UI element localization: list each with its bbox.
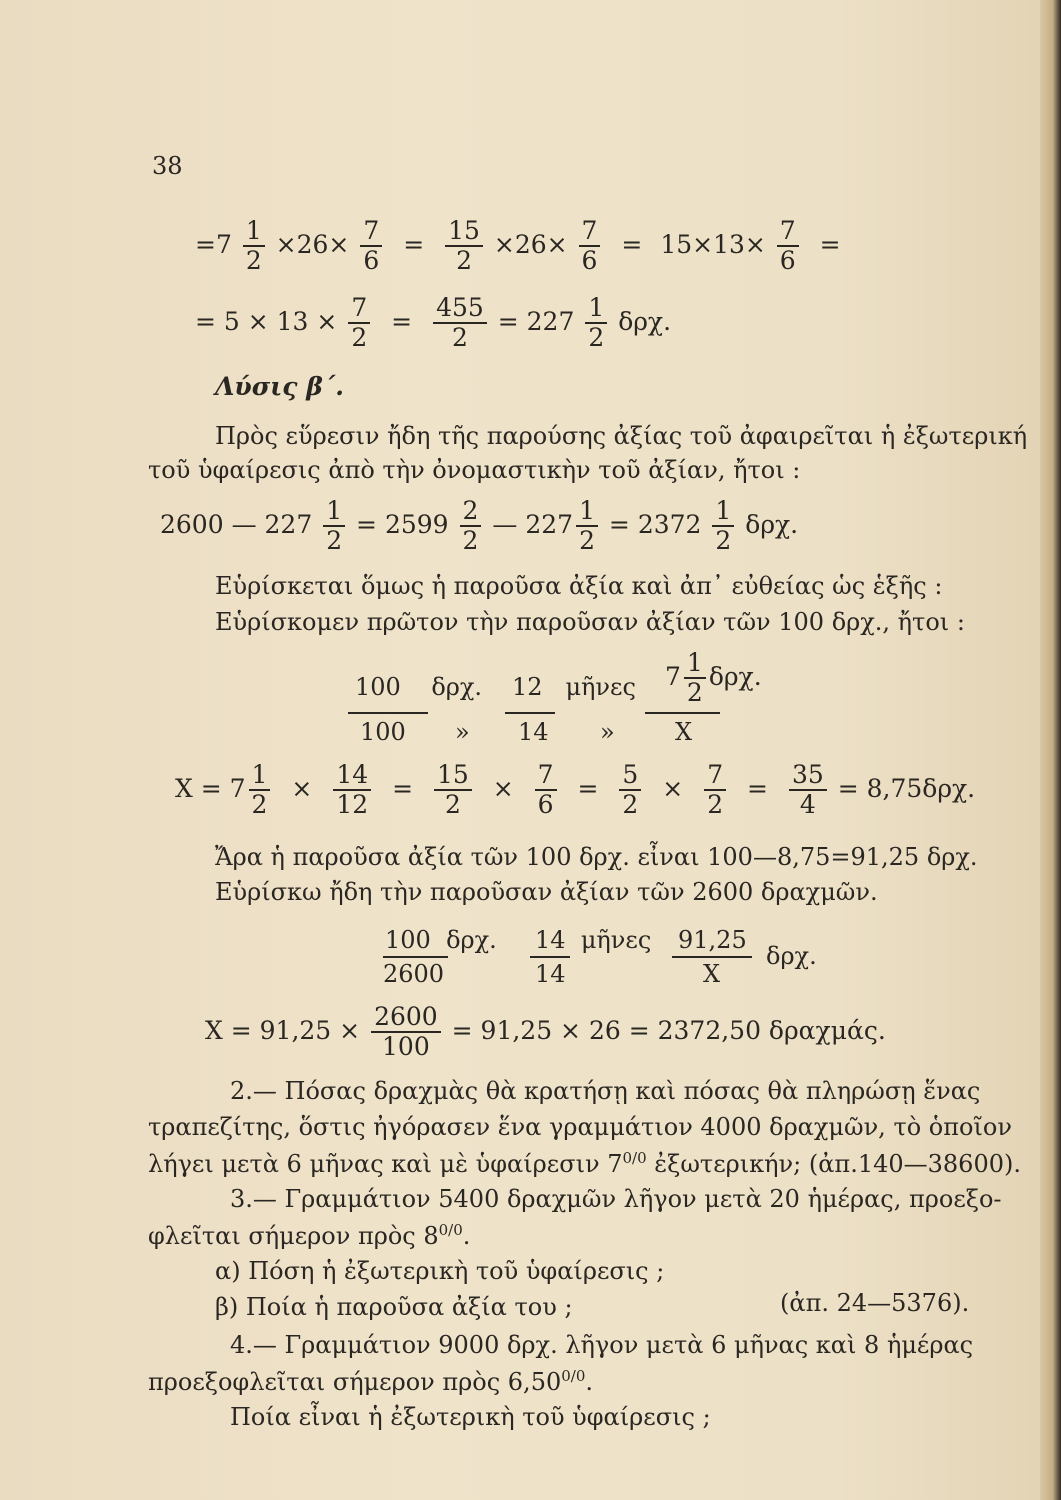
fraction: $\frac{7}{6}$ (579, 218, 601, 275)
equals: = (403, 229, 425, 259)
calc1-line1 (195, 218, 851, 275)
fraction: $\frac{2600}{100}$ (371, 1004, 441, 1061)
calc3-line: X = 7 $\frac{1}{2}$ × $\frac{14}{12}$ = $\frac{15}{2}$ × $\frac{7}{6}$ = $\frac{5}{2}$ × $\frac{7}{2}$ = $\frac{35}{4}$ = 8,75δρχ. (175, 760, 976, 820)
calc1-l2-start: = 5 × 13 × (195, 306, 338, 336)
fraction: $\frac{1}{2}$ (243, 218, 265, 275)
calc1-line2 (195, 295, 671, 352)
calc3-start: X = 7 (175, 773, 246, 803)
exercise2-line3: λήγει μετὰ 6 μῆνας καὶ μὲ ὑφαίρεσιν $7^{0/0}$ ἐξωτερικήν; (ἀπ.140—38600). (148, 1149, 1021, 1178)
exercise4-line3: Ποία εἶναι ἡ ἐξωτερικὴ τοῦ ὑφαίρεσις ; (230, 1403, 711, 1431)
page-number: 38 (152, 152, 183, 180)
calc1-l1-mid3: 15×13× (660, 229, 766, 259)
equals: = (819, 229, 841, 259)
prop2-row1-b: 14 μῆνες (535, 926, 652, 954)
prop2-row2-c: X (703, 960, 721, 988)
exercise4-line1: 4.— Γραμμάτιον 9000 δρχ. λῆγον μετὰ 6 μῆνας καὶ 8 ἡμέρας (230, 1331, 974, 1359)
fraction: $\frac{15}{2}$ (445, 218, 483, 275)
prop2-rule3 (672, 956, 752, 958)
prop1-col3: 7 $\frac{1}{2}$ δρχ. (665, 648, 762, 708)
calc2-b: = 2599 (356, 509, 449, 539)
fraction: $\frac{7}{6}$ (777, 218, 799, 275)
exercise3-line2: φλεῖται σήμερον πρὸς $8^{0/0}$. (148, 1221, 471, 1250)
section-heading: Λύσις β΄. (215, 372, 345, 401)
prop1-col1: 100 δρχ. (355, 673, 483, 701)
unit-label: δρχ. (618, 306, 672, 336)
calc1-l1-start: =7 (195, 229, 232, 259)
fraction: $\frac{1}{2}$ (249, 762, 271, 819)
prop2-unit: δρχ. (766, 942, 817, 970)
calc4-start: X = 91,25 × (205, 1015, 361, 1045)
fraction: $\frac{1}{2}$ (585, 295, 607, 352)
calc2-a: 2600 — 227 (160, 509, 313, 539)
calc1-l1-mid2: ×26× (493, 229, 568, 259)
prop2-rule2 (530, 956, 570, 958)
prop2-row1-c: 91,25 (678, 926, 747, 954)
exercise2-line2: τραπεζίτης, ὅστις ἠγόρασεν ἕνα γραμμάτιον 4000 δραχμῶν, τὸ ὁποῖον (148, 1113, 1012, 1141)
prop2-row2-a: 2600 (383, 960, 445, 988)
calc2-d: = 2372 (608, 509, 702, 539)
prop1-row2-d: » (600, 718, 615, 746)
exercise3-b: β) Ποία ἡ παροῦσα ἀξία του ; (215, 1293, 573, 1321)
fraction: $\frac{35}{4}$ (789, 762, 827, 819)
fraction: $\frac{1}{2}$ (323, 498, 345, 555)
prop1-row2-b: » (455, 718, 470, 746)
exercise3-answer: (ἀπ. 24—5376). (780, 1289, 970, 1317)
fraction: $\frac{2}{2}$ (460, 498, 482, 555)
prop1-rule2 (505, 712, 555, 714)
fraction: $\frac{1}{2}$ (712, 498, 734, 555)
calc1-l1-mid1: ×26× (275, 229, 350, 259)
exercise4-line2: προεξοφλεῖται σήμερον πρὸς $6,50^{0/0}$. (148, 1367, 594, 1396)
prop1-rule1 (348, 712, 428, 714)
para1-line1: Πρὸς εὕρεσιν ἤδη τῆς παρούσης ἀξίας τοῦ ἀφαιρεῖται ἡ ἐξωτερική (215, 422, 1028, 450)
prop1-row2-a: 100 (360, 718, 406, 746)
fraction: $\frac{7}{2}$ (704, 762, 726, 819)
para2-line1: Εὑρίσκεται ὅμως ἡ παροῦσα ἀξία καὶ ἀπ᾿ εὐθείας ὡς ἑξῆς : (215, 572, 943, 600)
page-edge (1040, 0, 1061, 1500)
fraction: $\frac{15}{2}$ (434, 762, 472, 819)
exercise3-line1: 3.— Γραμμάτιον 5400 δραχμῶν λῆγον μετὰ 20 ἡμέρας, προεξο- (230, 1185, 1002, 1213)
fraction: $\frac{7}{2}$ (348, 295, 370, 352)
calc2-c: — 227 (492, 509, 574, 539)
calc1-l2-eq2: = 227 (497, 306, 575, 336)
exercise2-line1: 2.— Πόσας δραχμὰς θὰ κρατήσῃ καὶ πόσας θὰ πληρώσῃ ἕνας (230, 1077, 981, 1105)
fraction: $\frac{7}{6}$ (535, 762, 557, 819)
prop1-rule3 (645, 712, 720, 714)
fraction: $\frac{1}{2}$ (684, 650, 706, 707)
calc3-result: = 8,75δρχ. (837, 773, 976, 803)
calc4-rest: = 91,25 × 26 = 2372,50 δραχμάς. (451, 1015, 886, 1045)
fraction: $\frac{5}{2}$ (619, 762, 641, 819)
prop2-row2-b: 14 (535, 960, 566, 988)
fraction: $\frac{7}{6}$ (360, 218, 382, 275)
fraction: $\frac{455}{2}$ (433, 295, 487, 352)
para3-line2: Εὑρίσκω ἤδη τὴν παροῦσαν ἀξίαν τῶν 2600 δραχμῶν. (215, 878, 878, 906)
prop2-row1-a: 100 δρχ. (385, 926, 497, 954)
para1-line2: τοῦ ὑφαίρεσις ἀπὸ τὴν ὀνομαστικὴν τοῦ ἀξίαν, ἤτοι : (148, 456, 801, 484)
prop1-row2-c: 14 (518, 718, 549, 746)
prop2-rule1 (383, 956, 448, 958)
prop1-col2: 12 μῆνες (512, 673, 636, 701)
prop1-row2-e: X (675, 718, 693, 746)
equals: = (391, 306, 413, 336)
calc2-line (160, 498, 798, 555)
para3-line1: Ἄρα ἡ παροῦσα ἀξία τῶν 100 δρχ. εἶναι 100—8,75=91,25 δρχ. (215, 843, 978, 871)
exercise3-a: α) Πόση ἡ ἐξωτερικὴ τοῦ ὑφαίρεσις ; (215, 1257, 665, 1285)
calc4-line (205, 1004, 886, 1061)
fraction: $\frac{14}{12}$ (333, 762, 371, 819)
para2-line2: Εὑρίσκομεν πρῶτον τὴν παροῦσαν ἀξίαν τῶν 100 δρχ., ἤτοι : (215, 608, 965, 636)
unit-label: δρχ. (745, 509, 799, 539)
fraction: $\frac{1}{2}$ (576, 498, 598, 555)
equals: = (621, 229, 643, 259)
